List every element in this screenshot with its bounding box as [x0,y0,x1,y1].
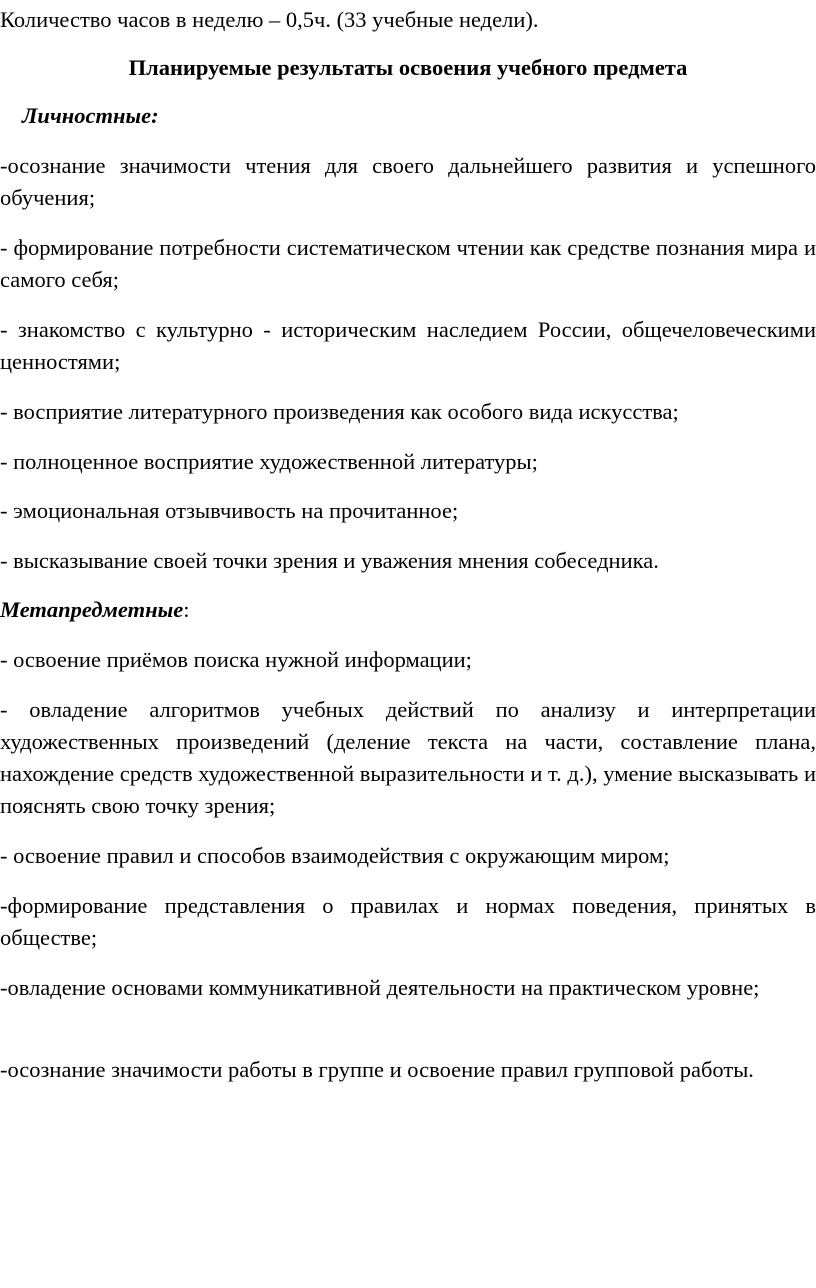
meta-title-text: Метапредметные [0,597,184,622]
meta-item: - освоение правил и способов взаимодействия с окружающим миром; [0,843,670,868]
personal-item: -осознание значимости чтения для своего дальнейшего развития и успешного обучения; [0,153,816,210]
meta-item: -овладение основами коммуникативной деятельности на практическом уровне; [0,975,760,1000]
meta-title-colon: : [183,597,190,622]
main-heading: Планируемые результаты освоения учебного предмета [128,55,688,80]
meta-section-title [0,594,189,626]
meta-item: -формирование представления о правилах и нормах поведения, принятых в обществе; [0,893,816,950]
meta-item: - освоение приёмов поиска нужной информации; [0,647,472,672]
personal-item: - восприятие литературного произведения как особого вида искусства; [0,399,679,424]
hours-per-week-line: Количество часов в неделю – 0,5ч. (33 учебные недели). [0,7,539,32]
meta-item: - овладение алгоритмов учебных действий по анализу и интерпретации художественных произведений (деление текста на части, составление плана, нахождение средств художественной выразительности и т. д.), умение высказывать и пояснять свою точку зрения; [0,697,816,818]
personal-section-title: Личностные: [22,103,159,128]
personal-item: - формирование потребности систематическом чтении как средстве познания мира и самого себя; [0,235,816,292]
personal-item: - полноценное восприятие художественной литературы; [0,449,538,474]
personal-item: - знакомство с культурно - историческим наследием России, общечеловеческими ценностями; [0,317,816,374]
personal-item: - высказывание своей точки зрения и уважения мнения собеседника. [0,548,659,573]
personal-item: - эмоциональная отзывчивость на прочитанное; [0,498,459,523]
meta-item: -осознание значимости работы в группе и освоение правил групповой работы. [0,1057,754,1082]
